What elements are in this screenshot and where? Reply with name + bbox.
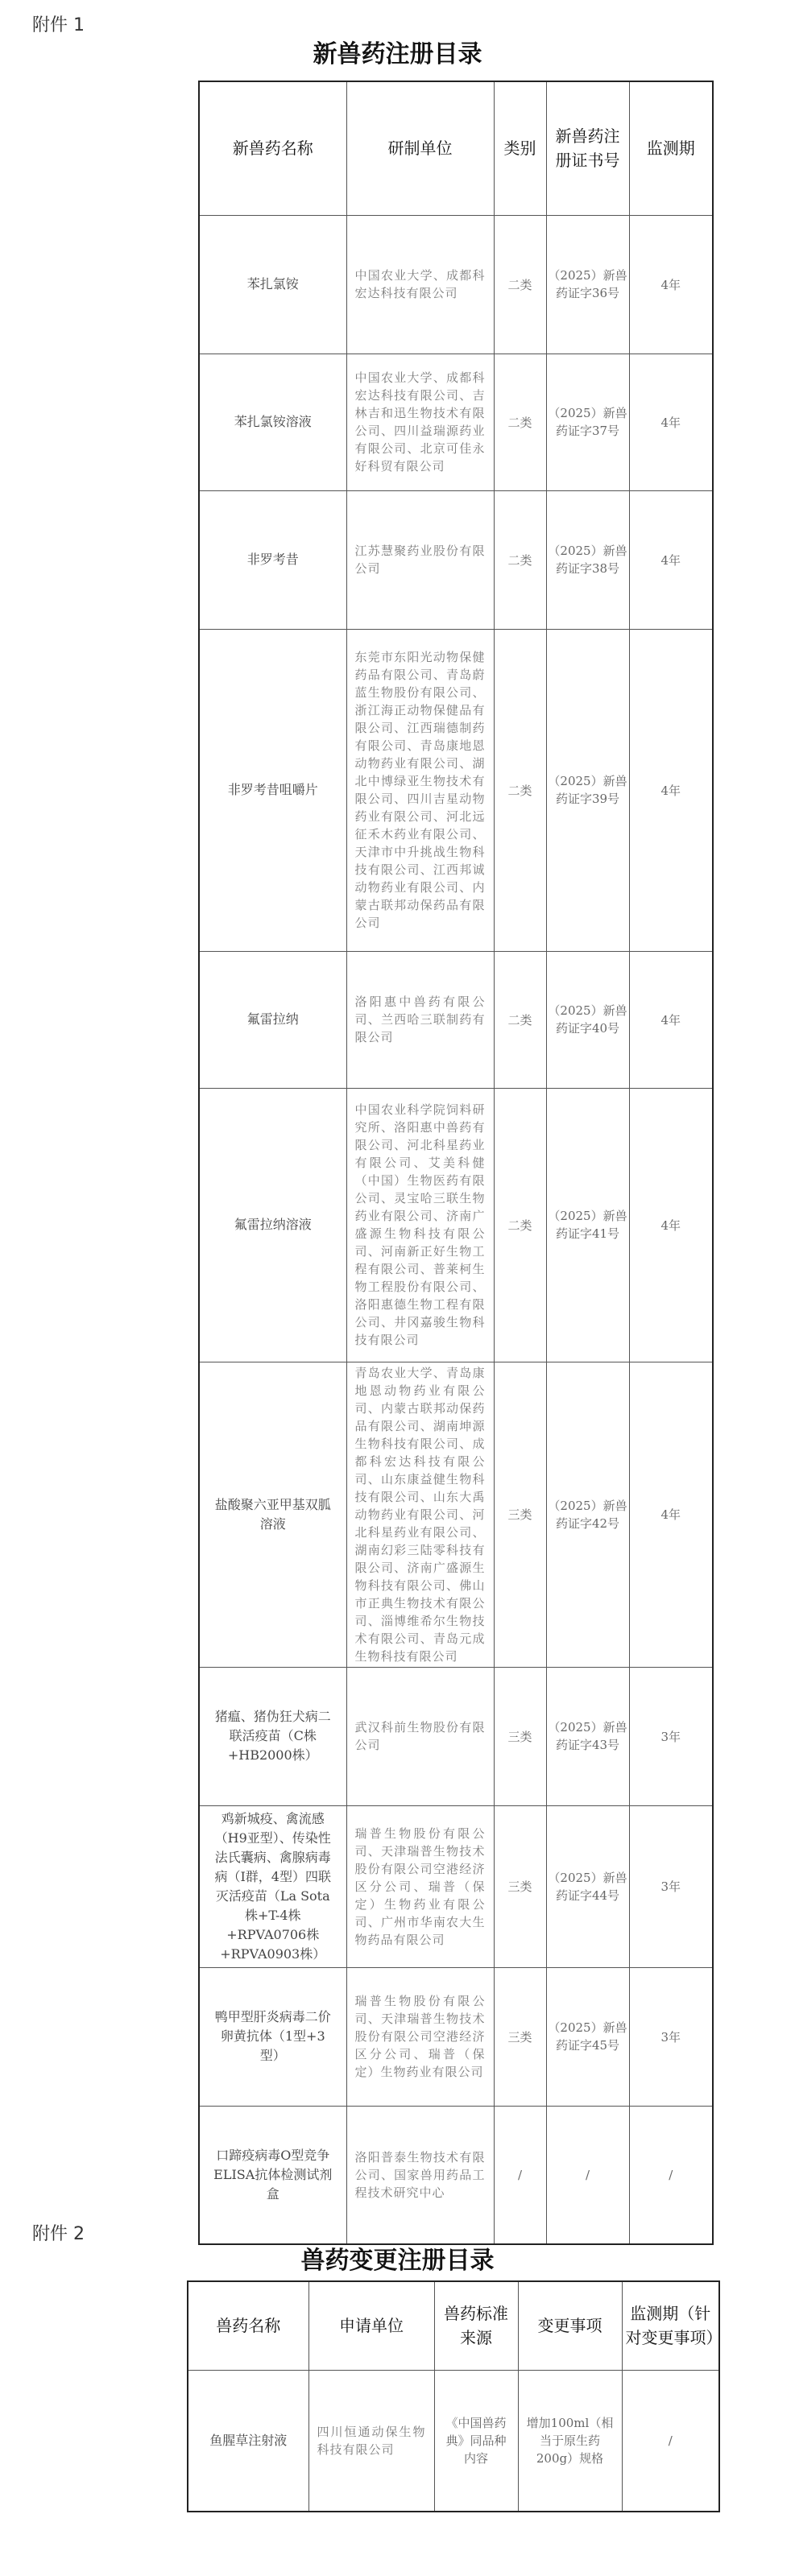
table-row bbox=[199, 629, 713, 951]
category-cell: 二类 bbox=[494, 951, 546, 1088]
drug-name-cell: 非罗考昔 bbox=[199, 490, 346, 629]
header-monitoring-period: 监测期 bbox=[629, 81, 713, 215]
drug-name-cell: 猪瘟、猪伪狂犬病二联活疫苗（C株+HB2000株） bbox=[199, 1667, 346, 1805]
header-drug-name: 新兽药名称 bbox=[199, 81, 346, 215]
header-monitoring-period: 监测期（针对变更事项） bbox=[622, 2281, 719, 2370]
monitoring-period-cell: 4年 bbox=[629, 215, 713, 354]
developer-cell: 洛阳普泰生物技术有限公司、国家兽用药品工程技术研究中心 bbox=[346, 2106, 494, 2244]
header-certificate-number: 新兽药注册证书号 bbox=[546, 81, 629, 215]
applicant-cell: 四川恒通动保生物科技有限公司 bbox=[308, 2370, 434, 2512]
monitoring-period-cell: / bbox=[629, 2106, 713, 2244]
certificate-cell: （2025）新兽药证字38号 bbox=[546, 490, 629, 629]
certificate-cell: （2025）新兽药证字45号 bbox=[546, 1967, 629, 2106]
drug-name-cell: 氟雷拉纳 bbox=[199, 951, 346, 1088]
category-cell: 二类 bbox=[494, 1088, 546, 1362]
certificate-cell: / bbox=[546, 2106, 629, 2244]
annex-2-label: 附件 2 bbox=[32, 2224, 85, 2244]
table-header-row bbox=[199, 81, 713, 215]
certificate-cell: （2025）新兽药证字36号 bbox=[546, 215, 629, 354]
drug-name-cell: 氟雷拉纳溶液 bbox=[199, 1088, 346, 1362]
certificate-cell: （2025）新兽药证字44号 bbox=[546, 1805, 629, 1967]
developer-cell: 江苏慧聚药业股份有限公司 bbox=[346, 490, 494, 629]
certificate-cell: （2025）新兽药证字37号 bbox=[546, 354, 629, 490]
header-category: 类别 bbox=[494, 81, 546, 215]
category-cell: 三类 bbox=[494, 1362, 546, 1667]
drug-name-cell: 口蹄疫病毒O型竞争ELISA抗体检测试剂盒 bbox=[199, 2106, 346, 2244]
category-cell: 三类 bbox=[494, 1967, 546, 2106]
developer-cell: 中国农业科学院饲料研究所、洛阳惠中兽药有限公司、河北科星药业有限公司、艾美科健（中国）生物医药有限公司、灵宝哈三联生物药业有限公司、济南广盛源生物科技有限公司、河南新正好生物工程有限公司、普莱柯生物工程股份有限公司、洛阳惠德生物工程有限公司、井冈嘉骏生物科技有限公司 bbox=[346, 1088, 494, 1362]
table-row bbox=[188, 2370, 719, 2512]
category-cell: / bbox=[494, 2106, 546, 2244]
monitoring-period-cell: 4年 bbox=[629, 1088, 713, 1362]
table-row bbox=[199, 1362, 713, 1667]
monitoring-period-cell: 3年 bbox=[629, 1667, 713, 1805]
monitoring-period-cell: 4年 bbox=[629, 951, 713, 1088]
developer-cell: 青岛农业大学、青岛康地恩动物药业有限公司、内蒙古联邦动保药品有限公司、湖南坤源生物科技有限公司、成都科宏达科技有限公司、山东康益健生物科技有限公司、山东大禹动物药业有限公司、河北科星药业有限公司、湖南幻彩三陆零科技有限公司、济南广盛源生物科技有限公司、佛山市正典生物技术有限公司、淄博维希尔生物技术有限公司、青岛元成生物科技有限公司 bbox=[346, 1362, 494, 1667]
drug-name-cell: 盐酸聚六亚甲基双胍溶液 bbox=[199, 1362, 346, 1667]
monitoring-period-cell: 4年 bbox=[629, 490, 713, 629]
header-developer: 研制单位 bbox=[346, 81, 494, 215]
drug-name-cell: 苯扎氯铵 bbox=[199, 215, 346, 354]
header-drug-name: 兽药名称 bbox=[188, 2281, 308, 2370]
monitoring-period-cell: 3年 bbox=[629, 1805, 713, 1967]
category-cell: 二类 bbox=[494, 629, 546, 951]
certificate-cell: （2025）新兽药证字42号 bbox=[546, 1362, 629, 1667]
monitoring-period-cell: 4年 bbox=[629, 1362, 713, 1667]
table-row bbox=[199, 1667, 713, 1805]
drug-name-cell: 鸡新城疫、禽流感（H9亚型）、传染性法氏囊病、禽腺病毒病（I群，4型）四联灭活疫苗（La Sota株+T-4株+RPVA0706株+RPVA0903株） bbox=[199, 1805, 346, 1967]
monitoring-period-cell: 3年 bbox=[629, 1967, 713, 2106]
table-row bbox=[199, 1967, 713, 2106]
table-header-row bbox=[188, 2281, 719, 2370]
annex-2-title: 兽药变更注册目录 bbox=[300, 2247, 495, 2275]
monitoring-period-cell: 4年 bbox=[629, 354, 713, 490]
category-cell: 三类 bbox=[494, 1805, 546, 1967]
drug-name-cell: 鱼腥草注射液 bbox=[188, 2370, 308, 2512]
drug-name-cell: 苯扎氯铵溶液 bbox=[199, 354, 346, 490]
header-standard-source: 兽药标准来源 bbox=[434, 2281, 518, 2370]
developer-cell: 中国农业大学、成都科宏达科技有限公司、吉林吉和迅生物技术有限公司、四川益瑞源药业有限公司、北京可佳永好科贸有限公司 bbox=[346, 354, 494, 490]
table-row bbox=[199, 490, 713, 629]
table-row bbox=[199, 1805, 713, 1967]
drug-name-cell: 非罗考昔咀嚼片 bbox=[199, 629, 346, 951]
monitoring-period-cell: 4年 bbox=[629, 629, 713, 951]
change-registration-table bbox=[187, 2280, 723, 2512]
developer-cell: 武汉科前生物股份有限公司 bbox=[346, 1667, 494, 1805]
table-row bbox=[199, 1088, 713, 1362]
developer-cell: 中国农业大学、成都科宏达科技有限公司 bbox=[346, 215, 494, 354]
category-cell: 二类 bbox=[494, 354, 546, 490]
header-applicant: 申请单位 bbox=[308, 2281, 434, 2370]
developer-cell: 瑞普生物股份有限公司、天津瑞普生物技术股份有限公司空港经济区分公司、瑞普（保定）生物药业有限公司、广州市华南农大生物药品有限公司 bbox=[346, 1805, 494, 1967]
table-row bbox=[199, 951, 713, 1088]
developer-cell: 东莞市东阳光动物保健药品有限公司、青岛蔚蓝生物股份有限公司、浙江海正动物保健品有限公司、江西瑞德制药有限公司、青岛康地恩动物药业有限公司、湖北中博绿亚生物技术有限公司、四川吉星动物药业有限公司、河北远征禾木药业有限公司、天津市中升挑战生物科技有限公司、江西邦诚动物药业有限公司、内蒙古联邦动保药品有限公司 bbox=[346, 629, 494, 951]
certificate-cell: （2025）新兽药证字40号 bbox=[546, 951, 629, 1088]
table-row bbox=[199, 215, 713, 354]
category-cell: 二类 bbox=[494, 490, 546, 629]
developer-cell: 瑞普生物股份有限公司、天津瑞普生物技术股份有限公司空港经济区分公司、瑞普（保定）生物药业有限公司 bbox=[346, 1967, 494, 2106]
table-row bbox=[199, 2106, 713, 2244]
certificate-cell: （2025）新兽药证字39号 bbox=[546, 629, 629, 951]
developer-cell: 洛阳惠中兽药有限公司、兰西哈三联制药有限公司 bbox=[346, 951, 494, 1088]
category-cell: 三类 bbox=[494, 1667, 546, 1805]
table-row bbox=[199, 354, 713, 490]
annex-1-title: 新兽药注册目录 bbox=[313, 40, 482, 68]
new-drug-registration-table bbox=[198, 81, 714, 2245]
change-item-cell: 增加100ml（相当于原生药200g）规格 bbox=[518, 2370, 622, 2512]
header-change-item: 变更事项 bbox=[518, 2281, 622, 2370]
category-cell: 二类 bbox=[494, 215, 546, 354]
certificate-cell: （2025）新兽药证字41号 bbox=[546, 1088, 629, 1362]
annex-1-label: 附件 1 bbox=[32, 15, 85, 35]
certificate-cell: （2025）新兽药证字43号 bbox=[546, 1667, 629, 1805]
monitoring-period-cell: / bbox=[622, 2370, 719, 2512]
standard-source-cell: 《中国兽药典》同品种内容 bbox=[434, 2370, 518, 2512]
drug-name-cell: 鸭甲型肝炎病毒二价卵黄抗体（1型+3型） bbox=[199, 1967, 346, 2106]
